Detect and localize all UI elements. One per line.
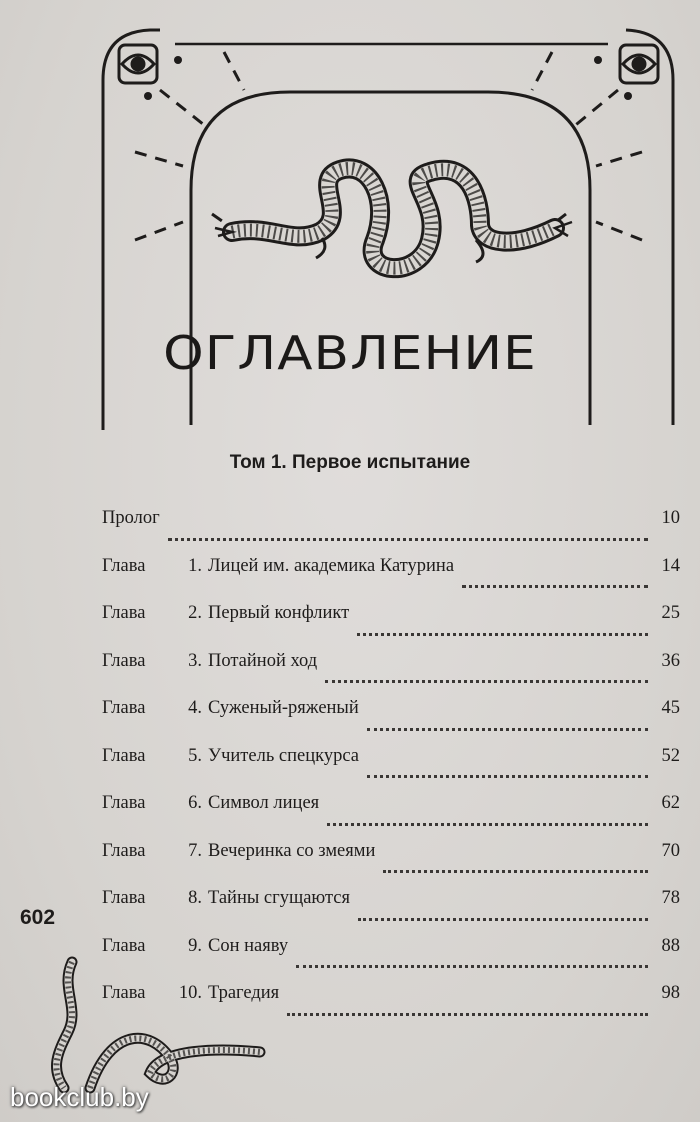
toc-entry-number: 7. <box>188 840 202 861</box>
page-number: 602 <box>20 906 56 929</box>
toc-entry-number: 8. <box>188 888 202 908</box>
dot-leader <box>327 822 648 826</box>
toc-entry-label: Глава <box>102 888 146 908</box>
toc-entry <box>102 793 680 841</box>
toc-entry-number: 3. <box>188 650 202 671</box>
toc-entry-label: Глава <box>102 745 146 766</box>
toc-entry-label: Глава <box>102 555 146 576</box>
toc-entry-page: 62 <box>661 793 680 813</box>
dot-leader <box>168 537 648 541</box>
watermark: bookclub.by <box>10 1082 149 1112</box>
toc-entry-page: 25 <box>661 603 680 623</box>
toc-entry-page: 98 <box>661 983 680 1003</box>
toc-entry-page: 88 <box>661 935 680 956</box>
dot-leader <box>296 964 648 968</box>
toc-entry-title: Символ лицея <box>208 793 320 813</box>
toc-entry-title: Сон наяву <box>208 935 289 956</box>
toc-entry <box>102 603 680 651</box>
toc-entry-title: Вечеринка со змеями <box>208 840 376 861</box>
toc-entry-title: Первый конфликт <box>208 603 350 623</box>
toc-entry-label: Глава <box>102 935 146 956</box>
volume-heading: Том 1. Первое испытание <box>229 452 471 473</box>
toc-entry <box>102 698 680 746</box>
dot-leader <box>367 774 648 778</box>
toc-entry-title: Учитель спецкурса <box>208 745 359 766</box>
page-title: ОГЛАВЛЕНИЕ <box>163 326 537 380</box>
toc-entry-number: 9. <box>188 935 202 956</box>
toc-entry-number: 2. <box>188 603 202 623</box>
toc-entry-label: Глава <box>102 650 146 671</box>
toc-entry-page: 45 <box>661 698 680 718</box>
dot-leader <box>383 869 648 873</box>
toc-entry-page: 52 <box>661 745 680 766</box>
toc-entry <box>102 508 680 556</box>
snake-illustration-icon <box>215 168 572 268</box>
toc-entry-number: 4. <box>188 698 202 718</box>
toc-entry <box>102 888 680 936</box>
toc-entry-label: Пролог <box>102 508 160 528</box>
toc-entry-title: Лицей им. академика Катурина <box>208 555 455 576</box>
toc-entry <box>102 651 680 699</box>
eye-ornament-icon <box>119 45 157 83</box>
toc-entry <box>102 841 680 889</box>
dot-leader <box>462 584 648 588</box>
toc-entry-number: 1. <box>188 555 202 576</box>
toc-entry-label: Глава <box>102 840 146 861</box>
dot-leader <box>358 917 648 921</box>
toc-entry-title: Тайны сгущаются <box>208 888 351 908</box>
dot-leader <box>325 679 648 683</box>
snake-illustration-icon <box>30 948 270 1098</box>
toc-entry-page: 36 <box>661 650 680 671</box>
dot-leader <box>357 632 648 636</box>
toc-entry-label: Глава <box>102 698 146 718</box>
toc-entry-label: Глава <box>102 983 146 1003</box>
toc-entry-page: 70 <box>661 840 680 861</box>
dot-leader <box>367 727 648 731</box>
toc-entry-page: 78 <box>661 888 680 908</box>
toc-entry-label: Глава <box>102 793 146 813</box>
toc-entry-title: Трагедия <box>208 983 280 1003</box>
toc-entry-number: 5. <box>188 745 202 766</box>
toc-entry <box>102 746 680 794</box>
toc-entry-number: 6. <box>188 793 202 813</box>
toc-entry-label: Глава <box>102 603 146 623</box>
toc-entry <box>102 556 680 604</box>
toc-entry-page: 10 <box>661 508 680 528</box>
toc-entry-title: Суженый-ряженый <box>208 698 359 718</box>
eye-ornament-icon <box>620 45 658 83</box>
toc-entry-page: 14 <box>661 555 680 576</box>
toc-entry-title: Потайной ход <box>208 650 318 671</box>
toc-entry-number: 10. <box>178 983 202 1003</box>
dot-leader <box>287 1012 648 1016</box>
